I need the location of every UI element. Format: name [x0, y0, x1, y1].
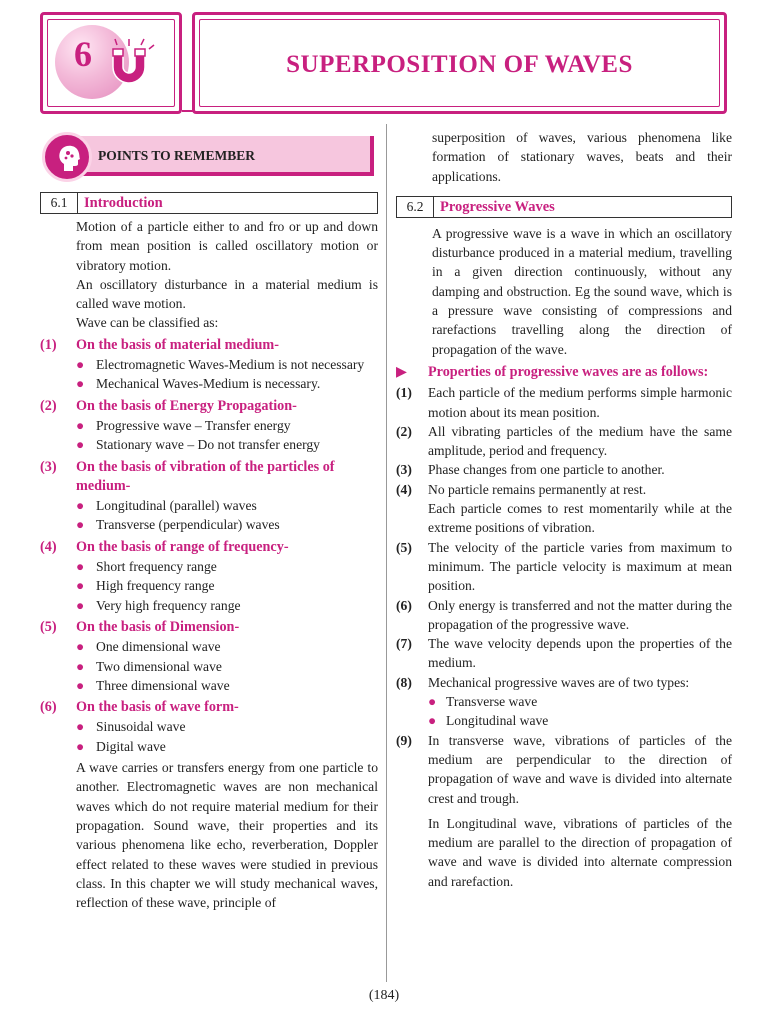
- list-item: [40, 576, 378, 595]
- bullet-icon: ●: [76, 357, 85, 373]
- classification-heading: [40, 538, 378, 557]
- property-subtext: In Longitudinal wave, vibrations of particles of the medium are parallel to the direction of propagation of wave and wave is divided into alternate compression and rarefaction.: [428, 815, 732, 889]
- section-title: Introduction: [84, 195, 163, 211]
- properties-heading-text: Properties of progressive waves are as follows:: [428, 363, 709, 380]
- right-column: [396, 128, 732, 891]
- chapter-number: 6: [74, 34, 92, 74]
- list-item-text: Three dimensional wave: [96, 677, 230, 693]
- definition-paragraph: A progressive wave is a wave in which an oscillatory disturbance produced in a material medium, travelling in a given direction continuously, without any damping and obstruction. Eg the sound wave, which is a pressure wave consisting of compressions and rarefactions travelling along the direction of propagation of the wave.: [432, 225, 732, 357]
- classification-title: On the basis of range of frequency-: [76, 538, 289, 555]
- arrow-right-icon: ▶: [396, 363, 407, 380]
- banner-label: POINTS TO REMEMBER: [98, 148, 256, 163]
- classification-group-2: [40, 397, 378, 455]
- head-profile-icon: [56, 144, 82, 172]
- property-text: In transverse wave, vibrations of particles of the medium are perpendicular to the direction of propagation of wave and wave is divided into alternate crest and trough.: [428, 732, 732, 806]
- property-item: [396, 596, 732, 635]
- bullet-icon: ●: [76, 677, 85, 693]
- list-item-text: One dimensional wave: [96, 639, 221, 655]
- list-item: [396, 692, 732, 711]
- property-item: [396, 634, 732, 673]
- intro-paragraph: An oscillatory disturbance in a material medium is called wave motion.: [76, 276, 378, 312]
- property-text: Mechanical progressive waves are of two types:: [428, 674, 690, 690]
- list-item: [40, 717, 378, 736]
- classification-group-6: [40, 698, 378, 756]
- classification-number: (5): [40, 618, 57, 635]
- list-item-text: Stationary wave – Do not transfer energy: [96, 437, 320, 453]
- property-item: [396, 460, 732, 479]
- list-item: [40, 355, 378, 374]
- list-item-text: Sinusoidal wave: [96, 719, 186, 735]
- property-item: [396, 538, 732, 596]
- list-item: [40, 515, 378, 534]
- intro-paragraph: Wave can be classified as:: [76, 315, 219, 331]
- intro-paragraph: Motion of a particle either to and fro or up and down from mean position is called oscillatory motion or vibratory motion.: [76, 219, 378, 273]
- list-item: [396, 711, 732, 730]
- property-item: [396, 731, 732, 808]
- property-number: (3): [396, 462, 412, 478]
- list-item-text: Electromagnetic Waves-Medium is not necessary: [96, 357, 365, 373]
- classification-heading: [40, 336, 378, 355]
- property-subtext: Each particle comes to rest momentarily while at the extreme positions of vibration.: [428, 501, 732, 536]
- bullet-icon: ●: [76, 517, 85, 533]
- bullet-icon: ●: [76, 639, 85, 655]
- column-divider: [386, 124, 387, 982]
- chapter-title-box: [192, 12, 727, 114]
- classification-title: On the basis of material medium-: [76, 336, 279, 353]
- classification-group-5: [40, 618, 378, 695]
- list-item-text: Mechanical Waves-Medium is necessary.: [96, 376, 321, 392]
- classification-heading: [40, 397, 378, 416]
- bullet-icon: ●: [76, 376, 85, 392]
- classification-number: (4): [40, 538, 57, 555]
- classification-title: On the basis of wave form-: [76, 699, 239, 716]
- property-number: (4): [396, 481, 412, 497]
- list-item-text: Short frequency range: [96, 559, 217, 575]
- list-item: [40, 657, 378, 676]
- list-item: [40, 676, 378, 695]
- classification-number: (6): [40, 699, 57, 716]
- list-item: [40, 737, 378, 756]
- property-number: (8): [396, 674, 412, 690]
- list-item: [40, 416, 378, 435]
- list-item-text: High frequency range: [96, 578, 215, 594]
- property-item: [396, 480, 732, 499]
- property-item: [396, 383, 732, 422]
- classification-title: On the basis of vibration of the particles of medium-: [76, 458, 335, 494]
- section-number: 6.2: [397, 197, 434, 217]
- list-item-text: Transverse wave: [446, 694, 538, 710]
- list-item-text: Progressive wave – Transfer energy: [96, 417, 291, 433]
- section-heading-6-2: [396, 196, 732, 218]
- list-item: [40, 596, 378, 615]
- section-number: 6.1: [41, 193, 78, 213]
- chapter-title: SUPERPOSITION OF WAVES: [286, 51, 633, 78]
- property-number: (7): [396, 636, 412, 652]
- page-number: (184): [368, 988, 400, 1003]
- bullet-icon: ●: [76, 559, 85, 575]
- bullet-icon: ●: [76, 597, 85, 613]
- list-item: [40, 637, 378, 656]
- properties-heading: [396, 363, 732, 382]
- bullet-icon: ●: [428, 713, 437, 729]
- property-number: (2): [396, 423, 412, 439]
- classification-number: (1): [40, 336, 57, 353]
- property-text: The velocity of the particle varies from maximum to minimum. The particle velocity is maximum at mean position.: [428, 539, 732, 594]
- classification-heading: [40, 698, 378, 717]
- property-text: Phase changes from one particle to another.: [428, 462, 665, 478]
- property-item: [396, 422, 732, 461]
- property-number: (5): [396, 539, 412, 555]
- bullet-icon: ●: [76, 719, 85, 735]
- list-item-text: Very high frequency range: [96, 597, 241, 613]
- classification-group-1: [40, 336, 378, 394]
- classification-title: On the basis of Dimension-: [76, 618, 240, 635]
- continuation-paragraph: superposition of waves, various phenomena like formation of stationary waves, beats and their applications.: [432, 130, 732, 184]
- property-text: The wave velocity depends upon the properties of the medium.: [428, 636, 732, 671]
- classification-group-4: [40, 538, 378, 615]
- property-number: (1): [396, 385, 412, 401]
- closing-paragraph: A wave carries or transfers energy from one particle to another. Electromagnetic waves are non mechanical waves which do not require material medium for their propagation. Sound wave, their properties and its various phenomena like echo, reverberation, Doppler effect related to these waves were studied in previous class. In this chapter we will study mechanical waves, reflection of these wave, principle of: [76, 760, 378, 911]
- classification-heading: [40, 458, 378, 497]
- classification-heading: [40, 618, 378, 637]
- list-item: [40, 557, 378, 576]
- list-item: [40, 435, 378, 454]
- classification-number: (3): [40, 458, 57, 475]
- magnet-icon: [103, 37, 155, 89]
- list-item: [40, 496, 378, 515]
- property-text: Only energy is transferred and not the matter during the propagation of the progressive wave.: [428, 597, 732, 632]
- list-item-text: Longitudinal (parallel) waves: [96, 498, 257, 514]
- classification-title: On the basis of Energy Propagation-: [76, 397, 297, 414]
- property-text: All vibrating particles of the medium have the same amplitude, period and frequency.: [428, 423, 732, 459]
- section-heading-6-1: [40, 192, 378, 214]
- bullet-icon: ●: [76, 738, 85, 754]
- banner-circle: [42, 132, 92, 182]
- classification-number: (2): [40, 397, 57, 414]
- section-title: Progressive Waves: [440, 198, 555, 215]
- bullet-icon: ●: [76, 658, 85, 674]
- left-column: [40, 130, 378, 912]
- list-item-text: Digital wave: [96, 738, 166, 754]
- list-item-text: Two dimensional wave: [96, 658, 222, 674]
- property-text: No particle remains permanently at rest.: [428, 481, 647, 497]
- list-item-text: Longitudinal wave: [446, 713, 549, 729]
- bullet-icon: ●: [428, 694, 437, 710]
- points-to-remember-banner: [40, 130, 378, 186]
- list-item: [40, 374, 378, 393]
- property-item: [396, 673, 732, 692]
- classification-group-3: [40, 458, 378, 535]
- property-text: Each particle of the medium performs simple harmonic motion about its mean position.: [428, 385, 732, 420]
- property-number: (6): [396, 597, 412, 613]
- property-number: (9): [396, 732, 412, 748]
- bullet-icon: ●: [76, 417, 85, 433]
- chapter-number-box: [40, 12, 182, 114]
- bullet-icon: ●: [76, 498, 85, 514]
- bullet-icon: ●: [76, 437, 85, 453]
- bullet-icon: ●: [76, 578, 85, 594]
- list-item-text: Transverse (perpendicular) waves: [96, 517, 280, 533]
